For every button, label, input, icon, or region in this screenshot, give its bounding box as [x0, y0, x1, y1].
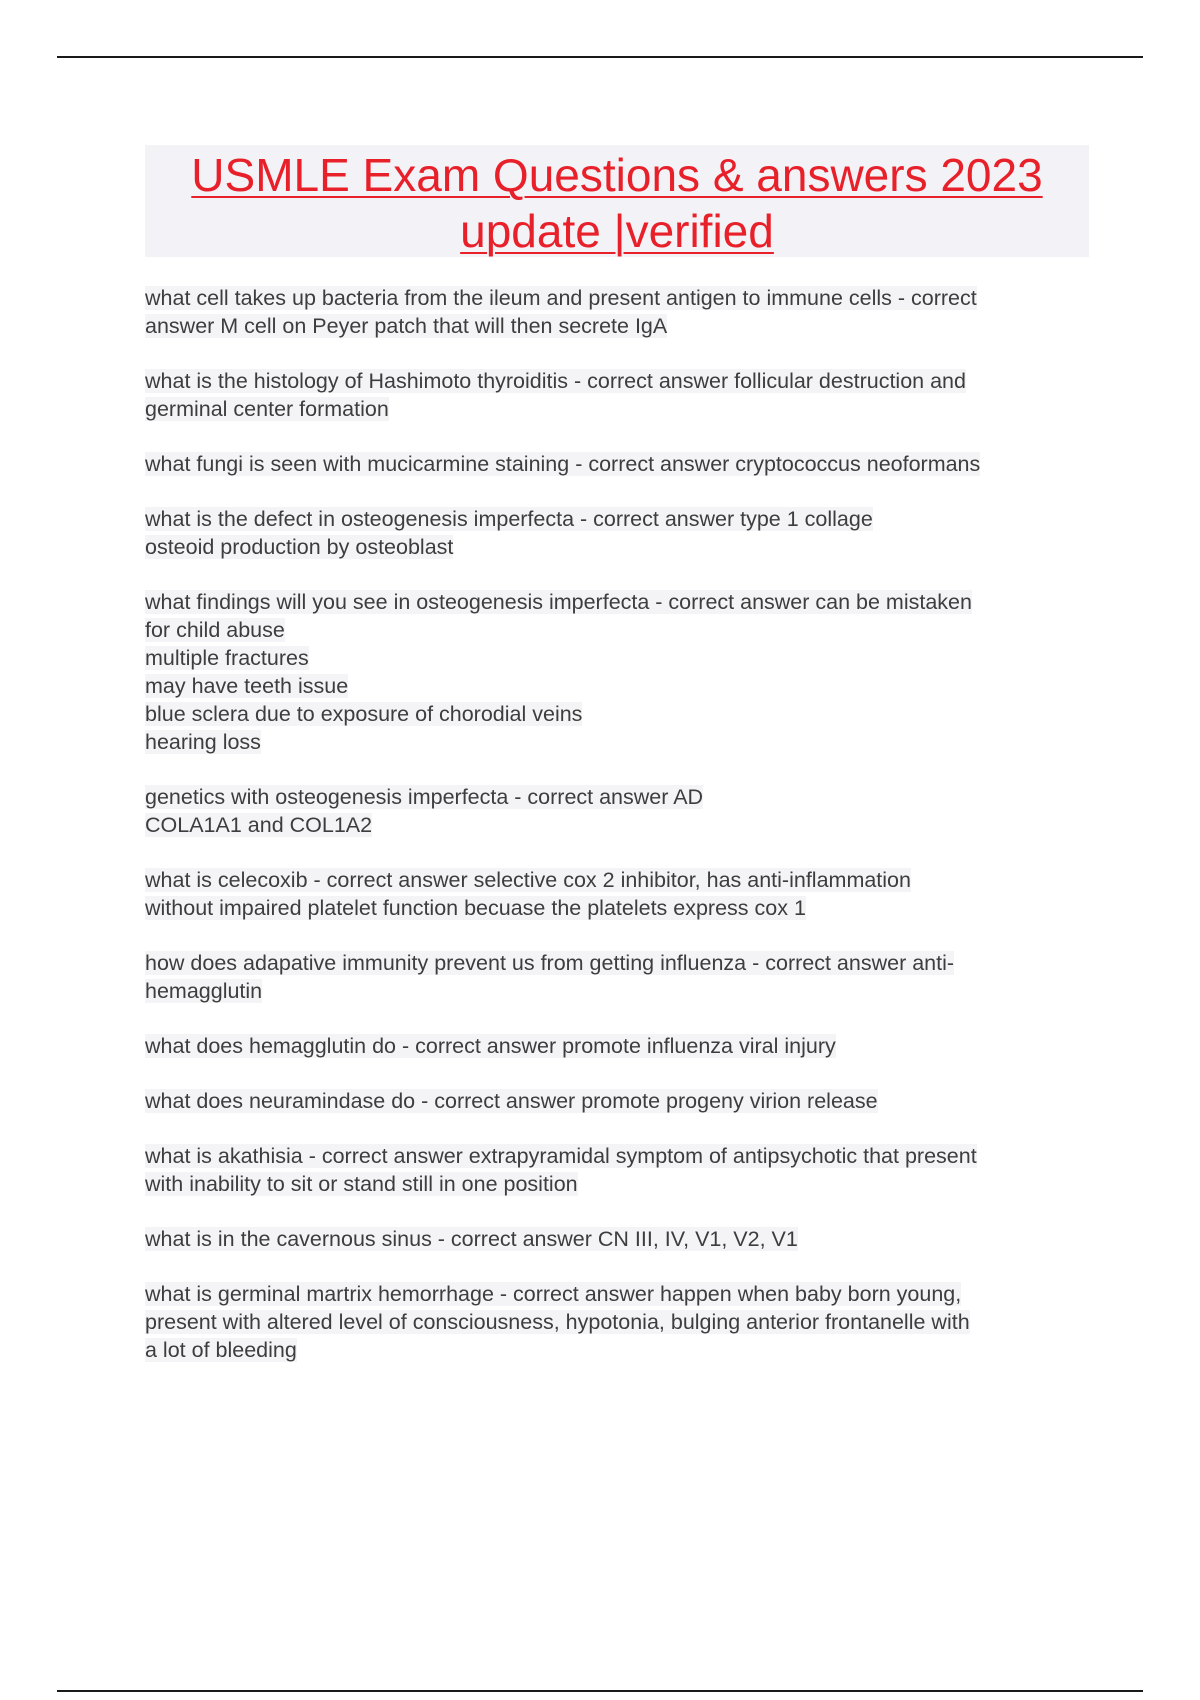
qa-item-line: [145, 1308, 1095, 1336]
qa-item-text: blue sclera due to exposure of chorodial veins: [145, 702, 583, 726]
qa-item-line: [145, 1225, 1095, 1253]
qa-item: [145, 949, 1095, 1005]
qa-item-text: what is celecoxib - correct answer selective cox 2 inhibitor, has anti-inflammation: [145, 868, 911, 892]
qa-item-line: [145, 894, 1095, 922]
header-rule: [57, 56, 1143, 58]
qa-item-text: what does hemagglutin do - correct answer promote influenza viral injury: [145, 1034, 836, 1058]
qa-item-line: [145, 866, 1095, 894]
qa-item: [145, 783, 1095, 839]
qa-item-line: [145, 312, 1095, 340]
qa-item: [145, 1225, 1095, 1253]
qa-item-text: for child abuse: [145, 618, 285, 642]
qa-item-text: what is the defect in osteogenesis imperfecta - correct answer type 1 collage: [145, 507, 873, 531]
qa-item-text: what is akathisia - correct answer extrapyramidal symptom of antipsychotic that present: [145, 1144, 977, 1168]
qa-item-text: how does adapative immunity prevent us from getting influenza - correct answer anti-: [145, 951, 955, 975]
qa-item-line: [145, 644, 1095, 672]
qa-item-text: what is germinal martrix hemorrhage - correct answer happen when baby born young,: [145, 1282, 962, 1306]
qa-item-text: hemagglutin: [145, 979, 263, 1003]
qa-item-line: [145, 977, 1095, 1005]
qa-item-text: COLA1A1 and COL1A2: [145, 813, 373, 837]
qa-item: [145, 588, 1095, 756]
qa-item-text: with inability to sit or stand still in one position: [145, 1172, 578, 1196]
qa-item-text: hearing loss: [145, 730, 261, 754]
title-line-1: USMLE Exam Questions & answers 2023: [191, 149, 1043, 201]
qa-item-line: [145, 1087, 1095, 1115]
qa-item-text: present with altered level of consciousness, hypotonia, bulging anterior frontanelle with: [145, 1310, 970, 1334]
qa-item-line: [145, 588, 1095, 616]
qa-item-line: [145, 700, 1095, 728]
qa-item: [145, 505, 1095, 561]
qa-item-text: answer M cell on Peyer patch that will then secrete IgA: [145, 314, 668, 338]
qa-item: [145, 1087, 1095, 1115]
qa-item-text: multiple fractures: [145, 646, 309, 670]
qa-item-line: [145, 367, 1095, 395]
footer-rule: [57, 1690, 1143, 1692]
title-block: [145, 145, 1089, 257]
qa-item: [145, 1032, 1095, 1060]
qa-item-text: may have teeth issue: [145, 674, 349, 698]
qa-item-line: [145, 395, 1095, 423]
qa-list: [145, 284, 1095, 1391]
qa-item: [145, 866, 1095, 922]
qa-item-line: [145, 811, 1095, 839]
qa-item-line: [145, 1170, 1095, 1198]
qa-item-line: [145, 728, 1095, 756]
qa-item-text: a lot of bleeding: [145, 1338, 297, 1362]
qa-item: [145, 1142, 1095, 1198]
qa-item-line: [145, 616, 1095, 644]
qa-item: [145, 284, 1095, 340]
qa-item-line: [145, 783, 1095, 811]
qa-item: [145, 1280, 1095, 1364]
qa-item-text: what fungi is seen with mucicarmine staining - correct answer cryptococcus neoformans: [145, 452, 981, 476]
qa-item-text: osteoid production by osteoblast: [145, 535, 454, 559]
qa-item-line: [145, 533, 1095, 561]
qa-item-text: without impaired platelet function becuase the platelets express cox 1: [145, 896, 806, 920]
qa-item-text: germinal center formation: [145, 397, 389, 421]
qa-item-line: [145, 284, 1095, 312]
title-line-2: update |verified: [460, 205, 774, 257]
qa-item-text: what is the histology of Hashimoto thyroiditis - correct answer follicular destruction and: [145, 369, 966, 393]
qa-item-text: genetics with osteogenesis imperfecta - correct answer AD: [145, 785, 704, 809]
qa-item-line: [145, 949, 1095, 977]
qa-item-line: [145, 1032, 1095, 1060]
qa-item-line: [145, 672, 1095, 700]
qa-item-line: [145, 1280, 1095, 1308]
qa-item: [145, 367, 1095, 423]
qa-item-line: [145, 1142, 1095, 1170]
qa-item-text: what is in the cavernous sinus - correct answer CN III, IV, V1, V2, V1: [145, 1227, 798, 1251]
page-title: [145, 145, 1089, 259]
qa-item: [145, 450, 1095, 478]
qa-item-text: what findings will you see in osteogenesis imperfecta - correct answer can be mistaken: [145, 590, 972, 614]
qa-item-line: [145, 450, 1095, 478]
qa-item-line: [145, 1336, 1095, 1364]
qa-item-text: what does neuramindase do - correct answer promote progeny virion release: [145, 1089, 878, 1113]
qa-item-text: what cell takes up bacteria from the ileum and present antigen to immune cells - correct: [145, 286, 977, 310]
qa-item-line: [145, 505, 1095, 533]
